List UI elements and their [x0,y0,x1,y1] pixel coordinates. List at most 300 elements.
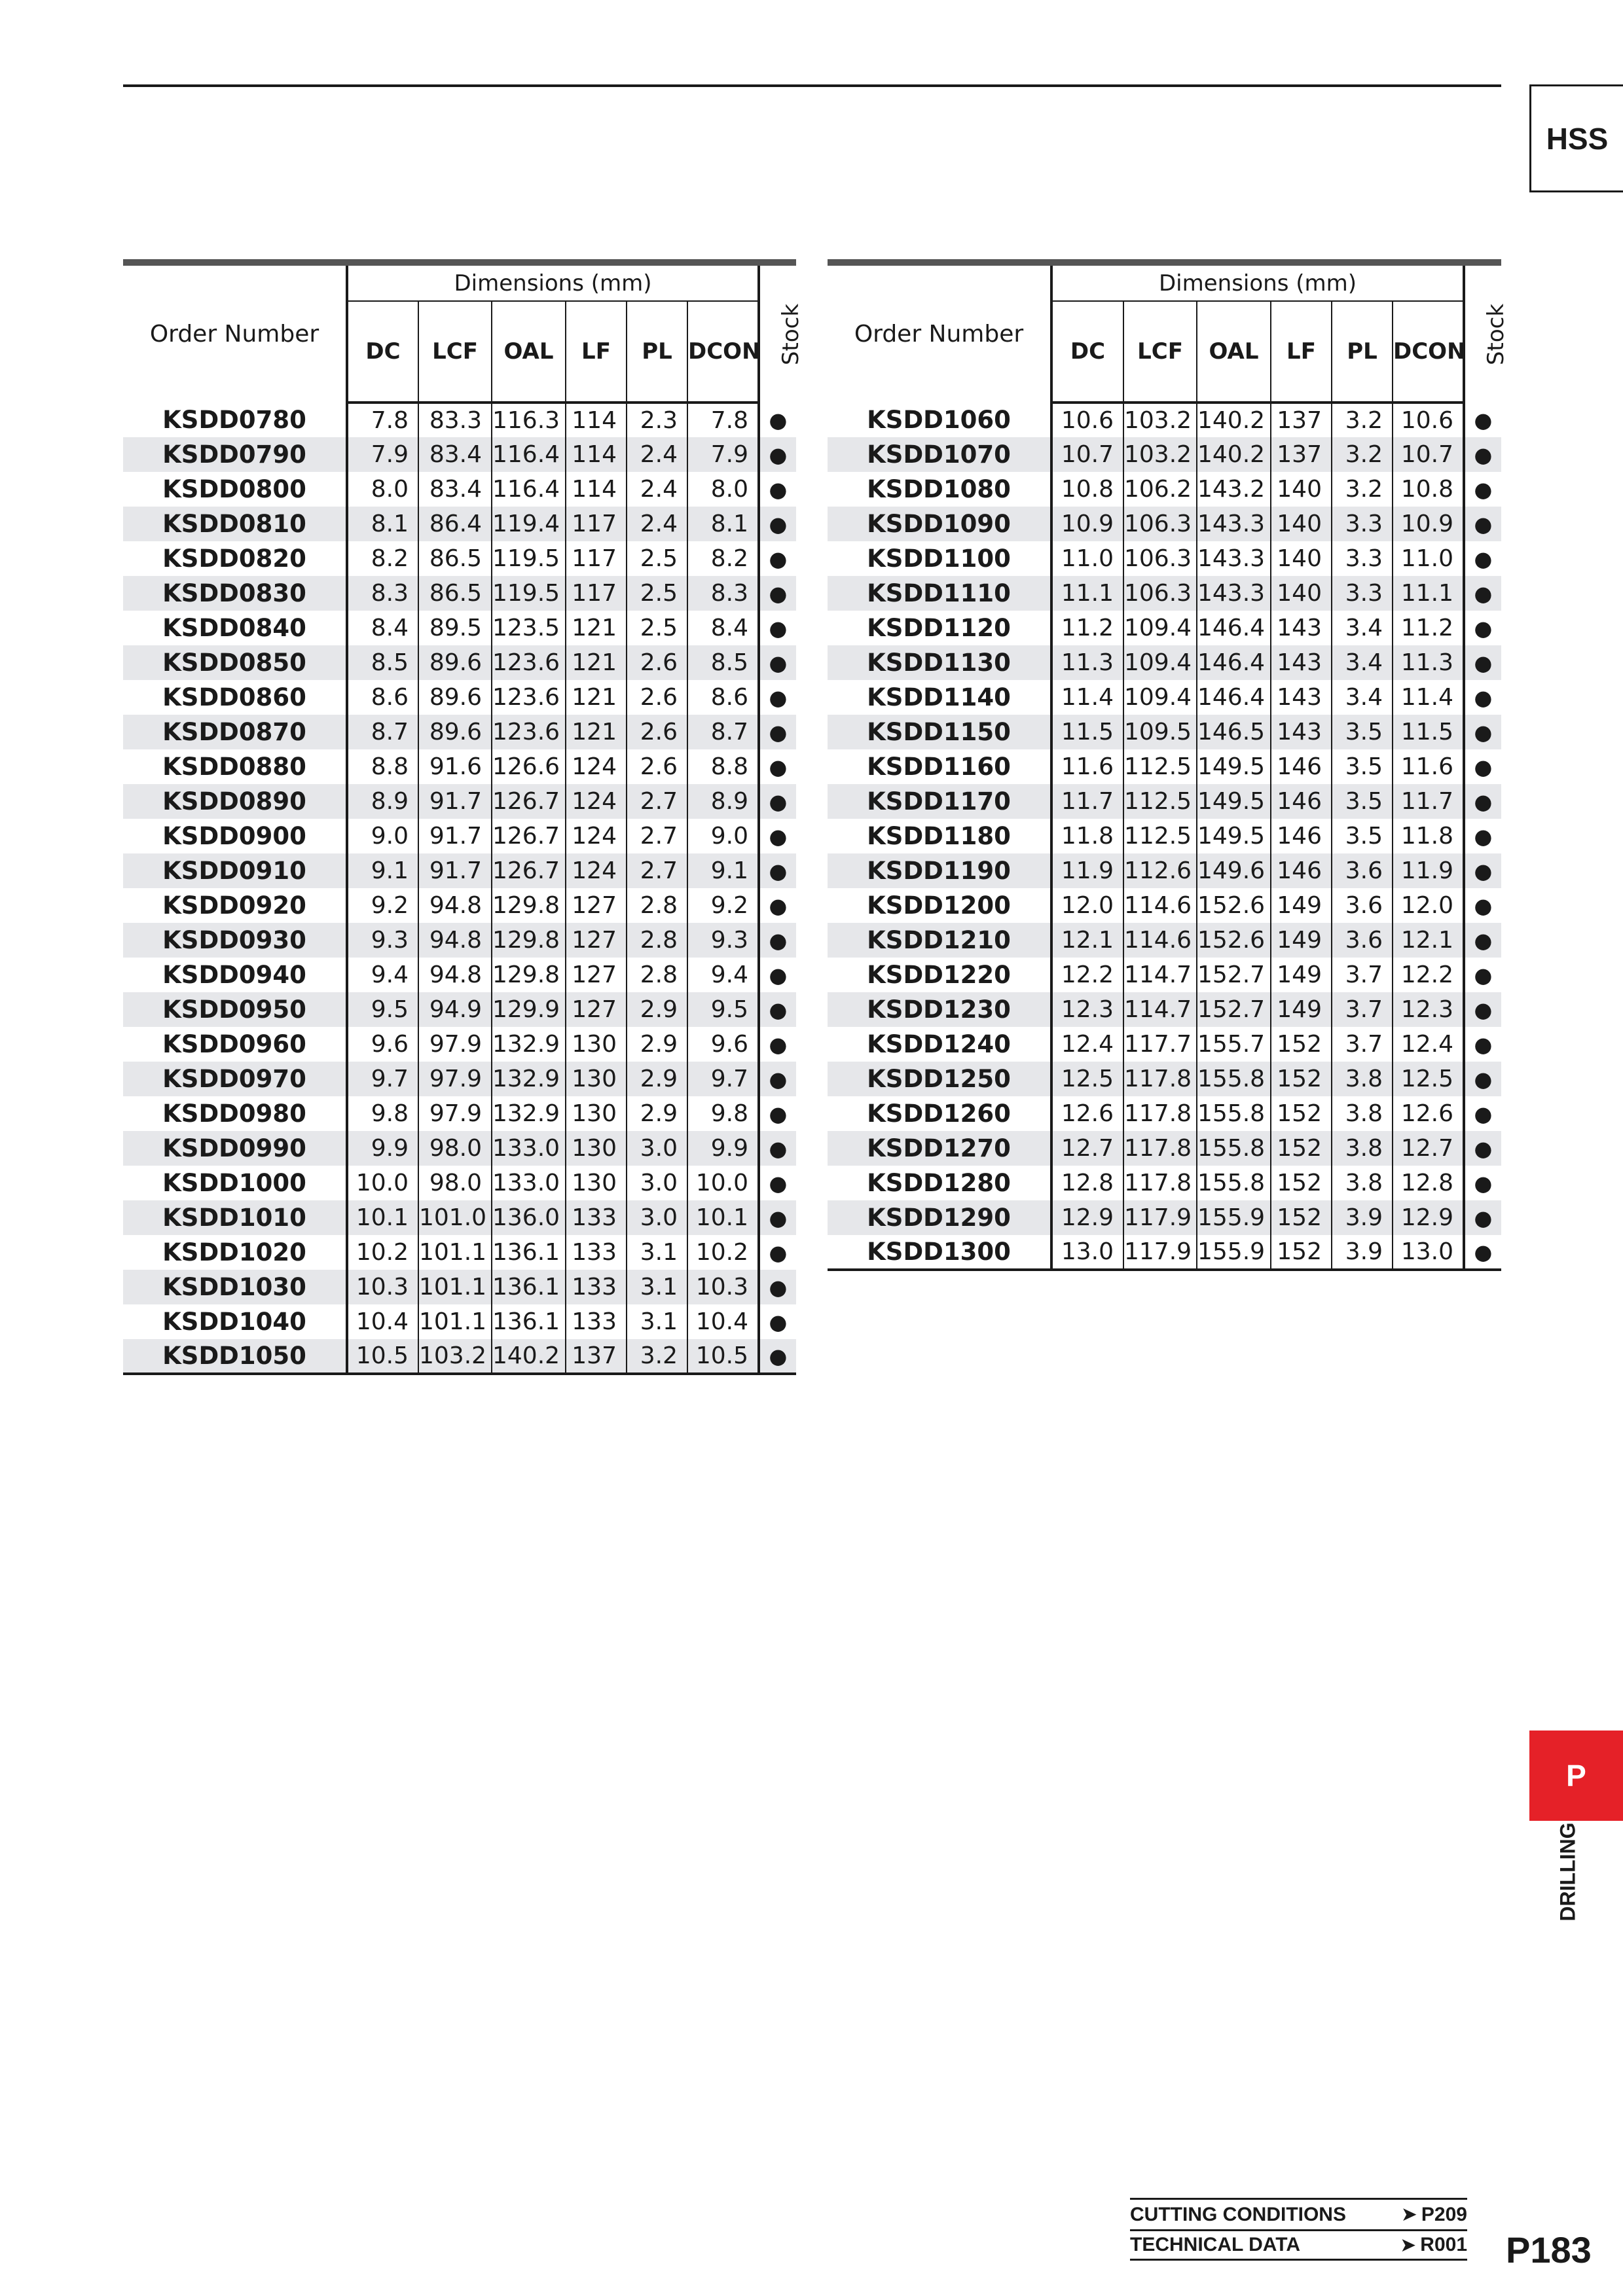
dcon-cell: 8.3 [687,576,759,611]
table-row [123,403,796,437]
lf-cell: 121 [566,611,627,645]
lf-cell: 124 [566,853,627,888]
lcf-cell: 103.2 [418,1339,492,1374]
stock-mark: ● [759,645,796,680]
pl-cell: 2.7 [627,819,687,853]
dc-cell: 12.3 [1051,992,1123,1027]
table-row [123,749,796,784]
dc-cell: 8.1 [347,507,418,541]
order-number-cell: KSDD0940 [123,958,347,992]
dc-cell: 10.6 [1051,403,1123,437]
table-row [828,1096,1501,1131]
stock-mark: ● [1464,507,1501,541]
dcon-cell: 7.8 [687,403,759,437]
stock-mark: ● [769,407,788,433]
stock-mark: ● [1464,576,1501,611]
dc-cell: 10.3 [347,1270,418,1304]
dc-cell: 11.6 [1051,749,1123,784]
col-lcf-header: LCF [1123,301,1197,403]
lf-cell: 146 [1271,819,1332,853]
lf-cell: 130 [566,1131,627,1166]
pl-cell: 2.7 [627,784,687,819]
dcon-cell: 12.1 [1393,923,1464,958]
oal-cell: 123.6 [492,680,566,715]
dcon-cell: 8.0 [687,472,759,507]
col-dc-header: DC [1051,301,1123,403]
oal-cell: 123.5 [492,611,566,645]
order-number-cell: KSDD1020 [123,1235,347,1270]
oal-cell: 152.7 [1197,958,1271,992]
pl-cell: 3.9 [1332,1235,1393,1270]
order-number-cell: KSDD0870 [123,715,347,749]
order-number-cell: KSDD1260 [828,1096,1051,1131]
lcf-cell: 106.3 [1123,541,1197,576]
table-row [828,749,1501,784]
dcon-cell: 8.9 [687,784,759,819]
lf-cell: 146 [1271,853,1332,888]
stock-header: Stock [1464,262,1501,403]
order-number-header: Order Number [123,262,347,403]
dcon-cell: 10.4 [687,1304,759,1339]
pl-cell: 3.2 [1332,403,1393,437]
oal-cell: 133.0 [492,1166,566,1200]
lf-cell: 127 [566,992,627,1027]
stock-mark: ● [759,1200,796,1235]
order-number-cell: KSDD1200 [828,888,1051,923]
lf-cell: 152 [1271,1200,1332,1235]
dc-cell: 8.2 [347,541,418,576]
table-row [828,1131,1501,1166]
col-dc-header: DC [347,301,418,403]
lf-cell: 152 [1271,1235,1332,1270]
oal-cell: 143.3 [1197,507,1271,541]
lcf-cell: 83.4 [418,437,492,472]
oal-cell: 152.6 [1197,923,1271,958]
table-row [123,1270,796,1304]
lf-cell: 133 [566,1304,627,1339]
order-number-cell: KSDD0830 [123,576,347,611]
ref-page: R001 [1420,2234,1467,2255]
order-number-cell: KSDD0900 [123,819,347,853]
lcf-cell: 114.7 [1123,992,1197,1027]
section-tab-p[interactable]: P [1529,1731,1623,1821]
oal-cell: 152.6 [1197,888,1271,923]
lf-cell: 114 [566,403,627,437]
table-row [828,992,1501,1027]
lcf-cell: 101.1 [418,1235,492,1270]
order-number-cell: KSDD1240 [828,1027,1051,1062]
dc-cell: 10.4 [347,1304,418,1339]
lf-cell: 133 [566,1235,627,1270]
dcon-cell: 10.7 [1393,437,1464,472]
lcf-cell: 98.0 [418,1166,492,1200]
pl-cell: 2.6 [627,645,687,680]
dimensions-header: Dimensions (mm) [1051,262,1464,301]
pl-cell: 3.0 [627,1166,687,1200]
oal-cell: 129.9 [492,992,566,1027]
pl-cell: 2.9 [627,1096,687,1131]
stock-mark: ● [759,992,796,1027]
lf-cell: 133 [566,1200,627,1235]
order-number-cell: KSDD0860 [123,680,347,715]
pl-cell: 3.5 [1332,819,1393,853]
lf-cell: 130 [566,1166,627,1200]
oal-cell: 149.6 [1197,853,1271,888]
oal-cell: 133.0 [492,1131,566,1166]
dcon-cell: 12.4 [1393,1027,1464,1062]
dcon-cell: 8.8 [687,749,759,784]
dcon-cell: 12.8 [1393,1166,1464,1200]
order-number-cell: KSDD0840 [123,611,347,645]
table-row [828,819,1501,853]
stock-mark: ● [1464,715,1501,749]
pl-cell: 3.5 [1332,784,1393,819]
dcon-cell: 11.6 [1393,749,1464,784]
page-number: P183 [1506,2229,1592,2270]
order-number-cell: KSDD1150 [828,715,1051,749]
table-row [123,541,796,576]
lf-cell: 114 [566,472,627,507]
lf-cell: 143 [1271,715,1332,749]
arrow-right-icon: ➤ [1400,2234,1417,2256]
pl-cell: 3.9 [1332,1200,1393,1235]
lcf-cell: 89.6 [418,680,492,715]
stock-mark: ● [769,1240,788,1265]
oal-cell: 136.0 [492,1200,566,1235]
lcf-cell: 89.5 [418,611,492,645]
table-row [123,1096,796,1131]
dcon-cell: 8.1 [687,507,759,541]
oal-cell: 132.9 [492,1062,566,1096]
table-row [828,645,1501,680]
dcon-cell: 9.4 [687,958,759,992]
table-row [828,1235,1501,1270]
dc-cell: 10.2 [347,1235,418,1270]
stock-mark: ● [1474,1170,1493,1196]
dc-cell: 12.9 [1051,1200,1123,1235]
dc-cell: 9.8 [347,1096,418,1131]
lf-cell: 140 [1271,541,1332,576]
table-row [123,507,796,541]
stock-mark: ● [759,437,796,472]
oal-cell: 146.4 [1197,680,1271,715]
lf-cell: 137 [1271,403,1332,437]
stock-mark: ● [1464,853,1501,888]
lf-cell: 152 [1271,1096,1332,1131]
oal-cell: 119.4 [492,507,566,541]
stock-mark: ● [769,754,788,780]
dimensions-header: Dimensions (mm) [347,262,759,301]
table-row [828,1062,1501,1096]
stock-header: Stock [759,262,796,403]
pl-cell: 3.1 [627,1235,687,1270]
pl-cell: 2.6 [627,680,687,715]
pl-cell: 3.3 [1332,507,1393,541]
pl-cell: 2.8 [627,923,687,958]
lf-cell: 124 [566,749,627,784]
dc-cell: 8.9 [347,784,418,819]
table-row [828,541,1501,576]
ref-cutting-conditions[interactable] [1130,2198,1467,2229]
lcf-cell: 109.4 [1123,645,1197,680]
pl-cell: 2.9 [627,992,687,1027]
table-row [828,680,1501,715]
lcf-cell: 97.9 [418,1062,492,1096]
stock-mark: ● [1464,1062,1501,1096]
table-row [828,1200,1501,1235]
lf-cell: 152 [1271,1166,1332,1200]
oal-cell: 136.1 [492,1270,566,1304]
dc-cell: 10.9 [1051,507,1123,541]
dcon-cell: 10.6 [1393,403,1464,437]
dc-cell: 9.0 [347,819,418,853]
stock-mark: ● [1464,1131,1501,1166]
dcon-cell: 13.0 [1393,1235,1464,1270]
col-lcf-header: LCF [418,301,492,403]
dc-cell: 10.0 [347,1166,418,1200]
dcon-cell: 11.5 [1393,715,1464,749]
order-number-cell: KSDD0890 [123,784,347,819]
stock-mark: ● [759,853,796,888]
table-row [123,715,796,749]
stock-mark: ● [1474,546,1493,571]
order-number-cell: KSDD1230 [828,992,1051,1027]
stock-mark: ● [1464,923,1501,958]
order-number-cell: KSDD1140 [828,680,1051,715]
lf-cell: 152 [1271,1062,1332,1096]
stock-mark: ● [759,1062,796,1096]
dcon-cell: 9.1 [687,853,759,888]
dc-cell: 9.3 [347,923,418,958]
stock-mark: ● [769,962,788,988]
oal-cell: 126.7 [492,784,566,819]
table-row [123,680,796,715]
oal-cell: 155.9 [1197,1200,1271,1235]
dc-cell: 9.7 [347,1062,418,1096]
lcf-cell: 91.7 [418,819,492,853]
order-number-cell: KSDD1090 [828,507,1051,541]
stock-mark: ● [1474,407,1493,433]
table-row [828,784,1501,819]
pl-cell: 2.6 [627,749,687,784]
pl-cell: 2.4 [627,437,687,472]
stock-mark: ● [1474,685,1493,710]
dcon-cell: 9.9 [687,1131,759,1166]
order-number-cell: KSDD1030 [123,1270,347,1304]
pl-cell: 2.4 [627,472,687,507]
oal-cell: 143.3 [1197,541,1271,576]
dcon-cell: 11.9 [1393,853,1464,888]
col-pl-header: PL [1332,301,1393,403]
lcf-cell: 94.8 [418,923,492,958]
order-number-cell: KSDD1060 [828,403,1051,437]
dc-cell: 11.8 [1051,819,1123,853]
col-lf-header: LF [566,301,627,403]
table-row [123,645,796,680]
lf-cell: 124 [566,819,627,853]
product-table-left [123,259,805,1375]
table-row [123,1200,796,1235]
pl-cell: 3.4 [1332,645,1393,680]
col-oal-header: OAL [492,301,566,403]
lcf-cell: 117.8 [1123,1096,1197,1131]
stock-mark: ● [759,1339,796,1374]
oal-cell: 126.7 [492,853,566,888]
pl-cell: 3.6 [1332,923,1393,958]
table-row [123,923,796,958]
oal-cell: 155.8 [1197,1131,1271,1166]
oal-cell: 136.1 [492,1235,566,1270]
pl-cell: 3.8 [1332,1062,1393,1096]
pl-cell: 3.8 [1332,1166,1393,1200]
ref-technical-data[interactable] [1130,2229,1467,2261]
dcon-cell: 10.5 [687,1339,759,1374]
col-lf-header: LF [1271,301,1332,403]
dcon-cell: 12.7 [1393,1131,1464,1166]
table-row [123,1235,796,1270]
pl-cell: 3.2 [1332,437,1393,472]
stock-mark: ● [1464,437,1501,472]
lcf-cell: 103.2 [1123,437,1197,472]
table-row [123,1062,796,1096]
dcon-cell: 11.4 [1393,680,1464,715]
order-number-cell: KSDD1290 [828,1200,1051,1235]
table-row [123,888,796,923]
stock-mark: ● [1474,476,1493,502]
dc-cell: 9.6 [347,1027,418,1062]
stock-mark: ● [769,1309,788,1335]
dc-cell: 9.2 [347,888,418,923]
dc-cell: 9.4 [347,958,418,992]
oal-cell: 146.5 [1197,715,1271,749]
order-number-cell: KSDD0950 [123,992,347,1027]
table-row [828,923,1501,958]
table-row [828,1027,1501,1062]
pl-cell: 3.0 [627,1200,687,1235]
order-number-cell: KSDD0930 [123,923,347,958]
dcon-cell: 10.2 [687,1235,759,1270]
oal-cell: 149.5 [1197,819,1271,853]
order-number-cell: KSDD1070 [828,437,1051,472]
stock-mark: ● [1464,784,1501,819]
pl-cell: 3.8 [1332,1131,1393,1166]
col-dcon-header: DCON [687,301,759,403]
oal-cell: 146.4 [1197,611,1271,645]
dcon-cell: 11.8 [1393,819,1464,853]
table-row [123,611,796,645]
lcf-cell: 117.8 [1123,1166,1197,1200]
order-number-cell: KSDD0800 [123,472,347,507]
stock-mark: ● [759,784,796,819]
oal-cell: 155.8 [1197,1096,1271,1131]
table-row [828,1166,1501,1200]
table-row [828,888,1501,923]
dcon-cell: 8.2 [687,541,759,576]
table-row [828,958,1501,992]
stock-mark: ● [769,1031,788,1057]
dcon-cell: 8.5 [687,645,759,680]
lf-cell: 146 [1271,749,1332,784]
lcf-cell: 97.9 [418,1096,492,1131]
lf-cell: 149 [1271,992,1332,1027]
pl-cell: 2.3 [627,403,687,437]
lcf-cell: 117.8 [1123,1131,1197,1166]
stock-mark: ● [759,1131,796,1166]
dc-cell: 12.0 [1051,888,1123,923]
lf-cell: 149 [1271,923,1332,958]
stock-mark: ● [759,923,796,958]
lcf-cell: 117.7 [1123,1027,1197,1062]
stock-mark: ● [1474,893,1493,918]
oal-cell: 152.7 [1197,992,1271,1027]
oal-cell: 155.9 [1197,1235,1271,1270]
lcf-cell: 109.4 [1123,680,1197,715]
oal-cell: 129.8 [492,958,566,992]
stock-mark: ● [1474,1101,1493,1126]
lcf-cell: 86.5 [418,576,492,611]
table-row [123,576,796,611]
dcon-cell: 9.6 [687,1027,759,1062]
order-number-cell: KSDD0820 [123,541,347,576]
dcon-cell: 12.9 [1393,1200,1464,1235]
pl-cell: 3.6 [1332,853,1393,888]
dcon-cell: 12.5 [1393,1062,1464,1096]
lcf-cell: 114.6 [1123,888,1197,923]
dc-cell: 12.7 [1051,1131,1123,1166]
lcf-cell: 101.1 [418,1270,492,1304]
order-number-cell: KSDD1250 [828,1062,1051,1096]
dc-cell: 13.0 [1051,1235,1123,1270]
oal-cell: 129.8 [492,888,566,923]
lf-cell: 127 [566,958,627,992]
pl-cell: 2.8 [627,888,687,923]
dcon-cell: 7.9 [687,437,759,472]
dcon-cell: 12.2 [1393,958,1464,992]
oal-cell: 140.2 [492,1339,566,1374]
oal-cell: 155.8 [1197,1062,1271,1096]
pl-cell: 3.7 [1332,992,1393,1027]
lcf-cell: 89.6 [418,645,492,680]
oal-cell: 136.1 [492,1304,566,1339]
oal-cell: 143.3 [1197,576,1271,611]
oal-cell: 116.4 [492,437,566,472]
ref-label: CUTTING CONDITIONS [1130,2203,1346,2225]
pl-cell: 2.5 [627,576,687,611]
oal-cell: 155.8 [1197,1166,1271,1200]
oal-cell: 132.9 [492,1096,566,1131]
dc-cell: 10.1 [347,1200,418,1235]
oal-cell: 129.8 [492,923,566,958]
stock-mark: ● [1464,1235,1501,1270]
lcf-cell: 91.7 [418,784,492,819]
dc-cell: 9.5 [347,992,418,1027]
stock-mark: ● [769,823,788,849]
oal-cell: 143.2 [1197,472,1271,507]
order-number-cell: KSDD1110 [828,576,1051,611]
stock-mark: ● [1474,823,1493,849]
dc-cell: 11.0 [1051,541,1123,576]
pl-cell: 3.1 [627,1270,687,1304]
order-number-cell: KSDD1170 [828,784,1051,819]
dc-cell: 12.6 [1051,1096,1123,1131]
dc-cell: 8.7 [347,715,418,749]
dc-cell: 12.8 [1051,1166,1123,1200]
order-number-cell: KSDD0970 [123,1062,347,1096]
stock-mark: ● [769,1170,788,1196]
lcf-cell: 89.6 [418,715,492,749]
pl-cell: 2.7 [627,853,687,888]
dc-cell: 7.8 [347,403,418,437]
